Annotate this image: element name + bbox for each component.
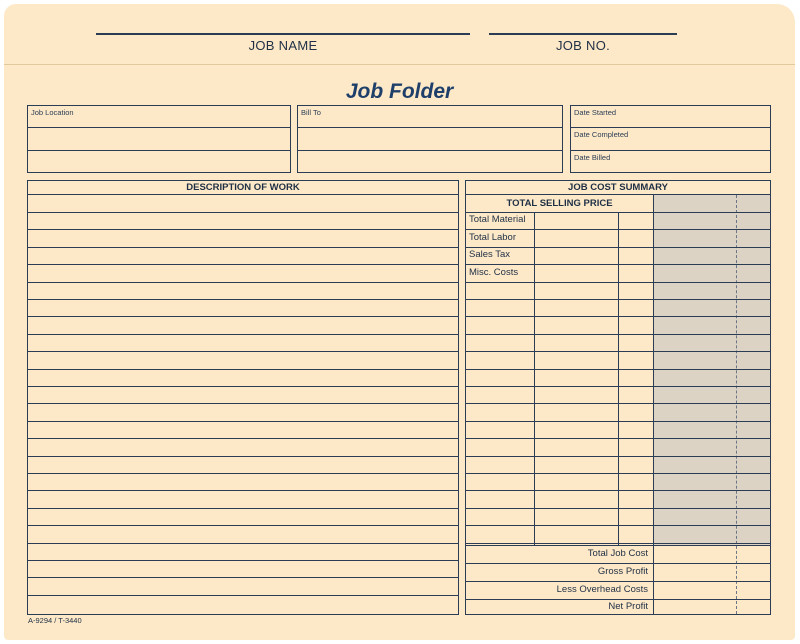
writing-line xyxy=(28,560,458,561)
inner-column-rule xyxy=(534,212,535,545)
box-rule xyxy=(571,150,770,151)
writing-line xyxy=(28,386,458,387)
writing-line xyxy=(28,299,458,300)
writing-line xyxy=(28,525,458,526)
cents-divider xyxy=(736,195,737,614)
job-no-line[interactable] xyxy=(489,33,677,35)
job-no-label: JOB NO. xyxy=(555,38,611,53)
writing-line xyxy=(28,369,458,370)
sales-tax-label: Sales Tax xyxy=(469,249,511,260)
date-started-label: Date Started xyxy=(574,108,617,117)
writing-line xyxy=(466,490,770,491)
writing-line xyxy=(466,438,770,439)
writing-line xyxy=(466,581,770,582)
writing-line xyxy=(28,403,458,404)
job-folder-form xyxy=(4,4,795,640)
writing-line xyxy=(466,264,770,265)
box-rule xyxy=(28,127,290,128)
form-title: Job Folder xyxy=(345,80,454,103)
job-location-label: Job Location xyxy=(31,108,74,117)
form-code: A-9294 / T-3440 xyxy=(28,616,82,625)
misc-costs-label: Misc. Costs xyxy=(469,267,519,278)
writing-line xyxy=(466,525,770,526)
writing-line xyxy=(28,595,458,596)
writing-line xyxy=(466,299,770,300)
dates-box[interactable] xyxy=(570,105,771,173)
writing-line xyxy=(466,403,770,404)
writing-line xyxy=(466,386,770,387)
inner-column-rule xyxy=(618,212,619,545)
gross-profit-label: Gross Profit xyxy=(597,566,648,577)
net-profit-label: Net Profit xyxy=(608,601,648,612)
writing-line xyxy=(466,212,770,213)
job-name-line[interactable] xyxy=(96,33,470,35)
writing-line xyxy=(466,473,770,474)
total-selling-price-heading: TOTAL SELLING PRICE xyxy=(506,198,613,209)
job-cost-summary-box[interactable] xyxy=(465,180,771,615)
job-name-label: JOB NAME xyxy=(248,38,318,53)
writing-line xyxy=(28,282,458,283)
folder-tab-crease xyxy=(4,64,795,65)
writing-line xyxy=(466,247,770,248)
writing-line xyxy=(466,421,770,422)
writing-line xyxy=(466,369,770,370)
writing-line xyxy=(28,438,458,439)
amount-column-rule xyxy=(653,195,654,614)
writing-line xyxy=(466,563,770,564)
writing-line xyxy=(28,508,458,509)
writing-line xyxy=(466,282,770,283)
writing-line xyxy=(466,543,770,544)
writing-line xyxy=(466,334,770,335)
total-job-cost-label: Total Job Cost xyxy=(587,548,648,559)
writing-line xyxy=(28,421,458,422)
writing-line xyxy=(28,351,458,352)
writing-line xyxy=(466,508,770,509)
writing-line xyxy=(28,334,458,335)
writing-line xyxy=(28,456,458,457)
writing-line xyxy=(466,316,770,317)
date-billed-label: Date Billed xyxy=(574,153,611,162)
bill-to-label: Bill To xyxy=(301,108,321,117)
box-rule xyxy=(298,150,562,151)
writing-line xyxy=(28,212,458,213)
date-completed-label: Date Completed xyxy=(574,130,629,139)
writing-line xyxy=(466,599,770,600)
writing-line xyxy=(28,247,458,248)
box-rule xyxy=(28,150,290,151)
less-overhead-costs-label: Less Overhead Costs xyxy=(556,584,648,595)
bill-to-box[interactable] xyxy=(297,105,563,173)
total-material-label: Total Material xyxy=(469,214,526,225)
writing-line xyxy=(466,351,770,352)
writing-line xyxy=(28,229,458,230)
cost-summary-heading: JOB COST SUMMARY xyxy=(466,181,770,195)
writing-line xyxy=(28,577,458,578)
total-labor-label: Total Labor xyxy=(469,232,517,243)
writing-line xyxy=(466,229,770,230)
description-heading: DESCRIPTION OF WORK xyxy=(28,181,458,195)
description-of-work-box[interactable] xyxy=(27,180,459,615)
writing-line xyxy=(28,316,458,317)
box-rule xyxy=(571,127,770,128)
writing-line xyxy=(28,490,458,491)
summary-rule xyxy=(466,545,770,546)
writing-line xyxy=(466,456,770,457)
writing-line xyxy=(28,473,458,474)
job-location-box[interactable] xyxy=(27,105,291,173)
writing-line xyxy=(28,543,458,544)
writing-line xyxy=(28,264,458,265)
box-rule xyxy=(298,127,562,128)
